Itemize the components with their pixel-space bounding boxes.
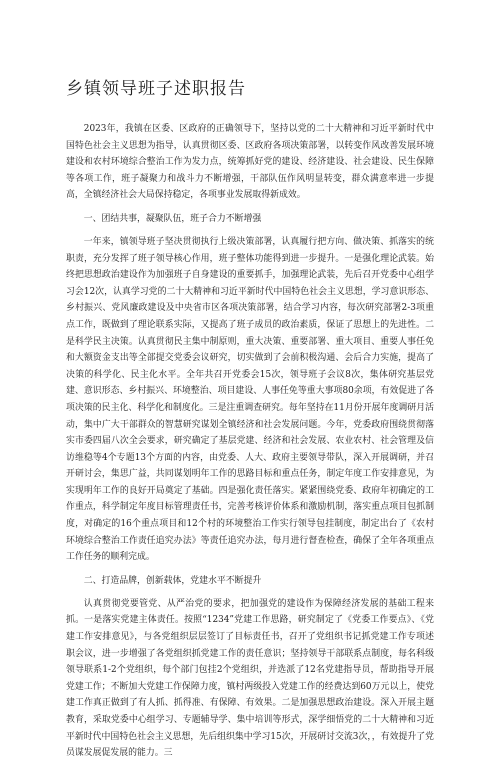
- document-title: 乡镇领导班子述职报告: [66, 79, 246, 99]
- section-1-paragraph: 一年来，镇领导班子坚决贯彻执行上级决策部署，认真履行把方向、做决策、抓落实的统职责，充分发挥了班子领导核心作用，班子整体功能得到进一步提升。一是强化理论武装。始终把思想政治建设作为加强班子自身建设的重要抓手，加强理论武装，先后召开党委中心组学习会12次，认真学习党的二十大精神和习近平新时代中国特色社会主义思想，学习意识形态、乡村振兴、党风廉政建设及中央省市区各项决策部署，结合学习内容，每次研究部署2-3项重点工作，既做到了理论联系实际，又提高了班子成员的政治素质，保证了思想上的先进性。二是科学民主决策。认真贯彻民主集中制原则，重大决策、重要部署、重大项目、重要人事任免和大额资金支出等全部提交党委会议研究，切实做到了会前积极沟通、会后合力实施，提高了决策的科学化、民主化水平。全年共召开党委会15次，领导班子会议8次，集体研究基层党建、意识形态、乡村振兴、环境整治、项目建设、人事任免等重大事项80余项，有效促进了各项决策的民主化、科学化和制度化。三是注重调查研究。每年坚持在11月份开展年度调研月活动，集中广大干部群众的智慧研究谋划全镇经济和社会发展问题。今年，党委政府围绕贯彻落实市委四届八次全会要求，研究确定了基层党建、经济和社会发展、农业农村、社会管理及信访维稳等4个专题13个方面的内容，由党委、人大、政府主要领导带队，深入开展调研，并召开研讨会，集思广益，共同谋划明年工作的思路目标和重点任务，制定年度工作安排意见，为实现明年工作的良好开局奠定了基础。四是强化责任落实。紧紧围绕党委、政府年初确定的工作重点，科学制定年度目标管理责任书，完善考核评价体系和激励机制，落实重点项目包抓制度，对确定的16个重点项目和12个村的环境整治工作实行领导包挂制度，制定出台了《农村环境综合整治工作责任追究办法》等责任追究办法，每月进行督查检查，确保了全年各项重点工作任务的顺利完成。: [66, 236, 434, 563]
- section-heading-1: 一、团结共事，凝聚队伍，班子合力不断增强: [83, 213, 262, 224]
- intro-paragraph: 2023年，我镇在区委、区政府的正确领导下，坚持以党的二十大精神和习近平新时代中国特色社会主义思想为指导，认真贯彻区委、区政府各项决策部署，以转变作风改善发展环境建设和农村环境综合整治工作为发力点，统筹抓好党的建设、经济建设、社会建设、民生保障等各项工作，班子凝聚力和战斗力不断增强，干部队伍作风明显转变，群众满意率进一步提高，全镇经济社会大局保持稳定，各项事业发展取得新成效。: [66, 124, 434, 201]
- section-2-paragraph: 认真贯彻党要管党、从严治党的要求，把加强党的建设作为保障经济发展的基础工程来抓。一是落实党建主体责任。按照“1234”党建工作思路，研究制定了《党委工作要点》、《党建工作安排意见》，与各党组织层层签订了目标责任书，召开了党组织书记抓党建工作专项述职会议，进一步增强了各党组织抓党建工作的责任意识；坚持领导干部联系点制度，每名科级领导联系1-2个党组织，每个部门包挂2个党组织，并选派了12名党建指导员，帮助指导开展党建工作；不断加大党建工作保障力度，镇村两级投入党建工作的经费达到60万元以上，使党建工作真正做到了有人抓、抓得准、有保障、有效果。二是加强思想政治建设。深入开展主题教育，采取党委中心组学习、专题辅导学、集中培训等形式，深学细悟党的二十大精神和习近平新时代中国特色社会主义思想，先后组织集中学习15次，开展研讨交流3次，，有效提升了党员谋发展促发展的能力。三: [66, 598, 434, 759]
- section-heading-2: 二、打造品牌，创新载体，党建水平不断提升: [83, 575, 262, 586]
